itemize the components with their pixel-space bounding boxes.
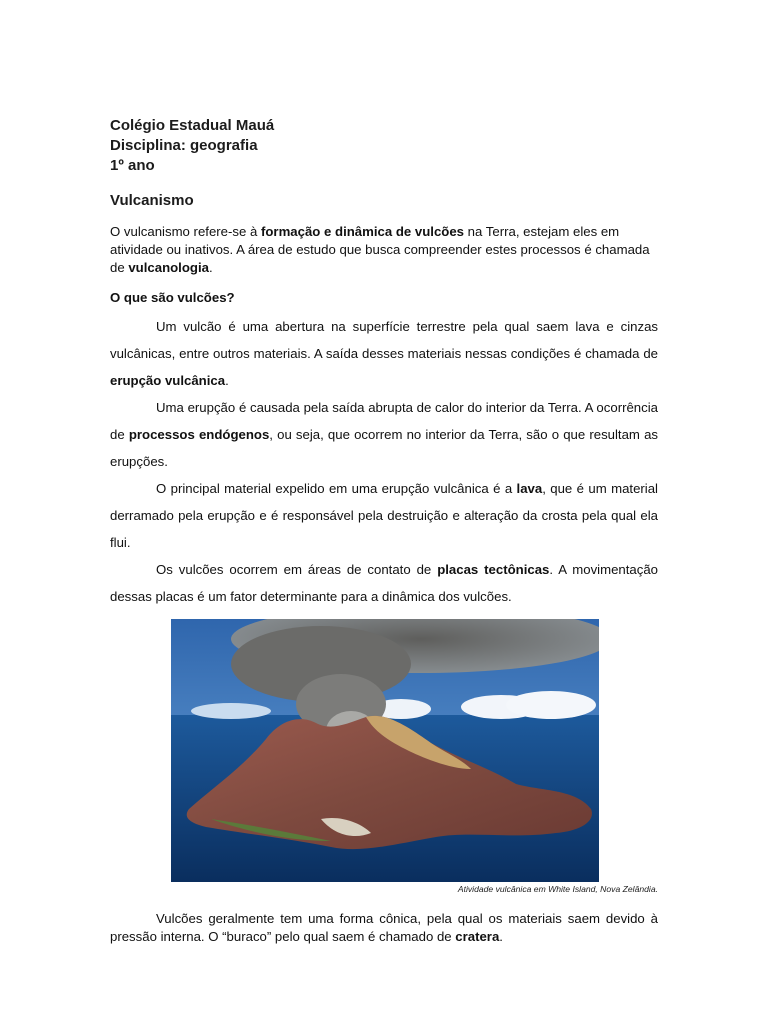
cloud — [506, 691, 596, 719]
document-body — [110, 116, 658, 610]
subject-line: Disciplina: geografia — [110, 137, 258, 154]
grade-line: 1º ano — [110, 157, 155, 174]
intro-paragraph: O vulcanismo refere-se à formação e dinâmica de vulcões na Terra, estejam eles em atividade ou inativos. A área de estudo que busca compreender estes processos é chamada de vulcanologia. — [110, 224, 650, 275]
paragraph-5: Vulcões geralmente tem uma forma cônica, pela qual os materiais saem devido à pressão interna. O “buraco” pelo qual saem é chamado de cratera. — [110, 911, 658, 944]
paragraph-1: Um vulcão é uma abertura na superfície terrestre pela qual saem lava e cinzas vulcânicas, entre outros materiais. A saída desses materiais nessas condições é chamada de erupção vulcânica. — [110, 319, 658, 388]
volcano-photo — [171, 619, 599, 882]
school-name: Colégio Estadual Mauá — [110, 117, 275, 134]
figure-caption: Atividade vulcânica em White Island, Nova Zelândia. — [457, 884, 658, 894]
closing-section — [110, 910, 658, 946]
cloud — [191, 703, 271, 719]
page-title: Vulcanismo — [110, 192, 194, 209]
paragraph-3: O principal material expelido em uma erupção vulcânica é a lava, que é um material derramado pela erupção e é responsável pela destruição e alteração da crosta pela qual ela flui. — [110, 481, 658, 550]
paragraph-4: Os vulcões ocorrem em áreas de contato de placas tectônicas. A movimentação dessas placas é um fator determinante para a dinâmica dos vulcões. — [110, 562, 659, 604]
paragraph-2: Uma erupção é causada pela saída abrupta de calor do interior da Terra. A ocorrência de processos endógenos, ou seja, que ocorrem no interior da Terra, são o que resultam as erupções. — [110, 400, 658, 469]
section-heading: O que são vulcões? — [110, 290, 235, 305]
